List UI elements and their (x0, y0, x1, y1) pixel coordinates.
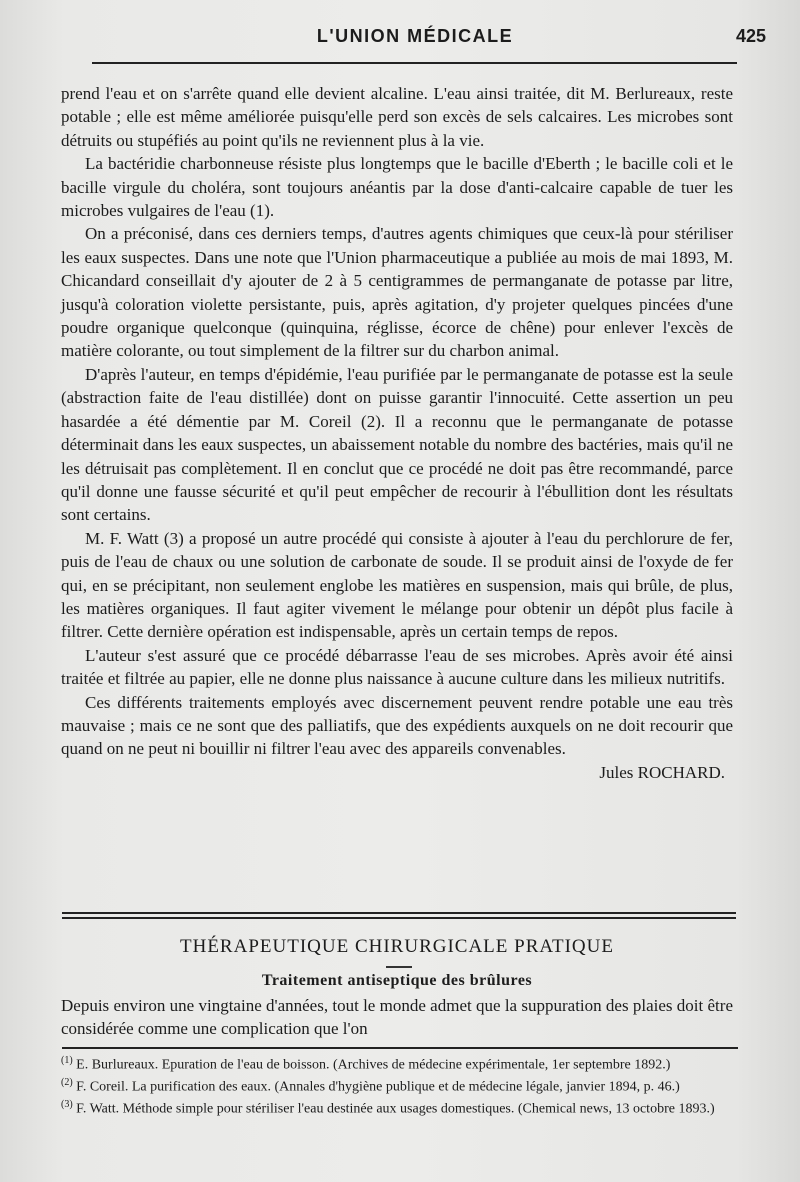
paragraph: On a préconisé, dans ces derniers temps, d'autres agents chimiques que ceux-là pour stériliser les eaux suspectes. Dans une note que l'Union pharmaceutique a publiée au mois de mai 1893, M. Chicandard conseillait d'y ajouter de 2 à 5 centigrammes de permanganate de potasse par litre, jusqu'à coloration violette persistante, puis, après agitation, d'y projeter quelques pincées d'une poudre organique quelconque (quinquina, réglisse, écorce de chêne) pour enlever l'excès de matière colorante, ou tout simplement de la filtrer sur du charbon animal. (61, 224, 733, 361)
footnote-marker: (2) (61, 1077, 73, 1089)
paragraph: M. F. Watt (3) a proposé un autre procédé qui consiste à ajouter à l'eau du perchlorure de fer, puis de l'eau de chaux ou une solution de carbonate de soude. Il se produit ainsi de l'oxyde de fer qui, en se précipitant, non seulement englobe les matières en suspension, mais qui brûle, de plus, les matières organiques. Il faut agiter vivement le mélange pour obtenir un dépôt plus facile à filtrer. Cette dernière opération est indispensable, après un certain temps de repos. (61, 528, 733, 642)
footnote-text: F. Coreil. La purification des eaux. (Annales d'hygiène publique et de médecine légale, janvier 1894, p. 46.) (76, 1079, 680, 1095)
paragraph: Ces différents traitements employés avec discernement peuvent rendre potable une eau très mauvaise ; mais ce ne sont que des palliatifs, que des expédients auxquels on ne doit recourir que quand on ne peut ni bouillir ni filtrer l'eau avec des appareils convenables. (61, 692, 733, 759)
footnote (61, 1075, 739, 1096)
footnote-marker: (3) (61, 1099, 73, 1111)
section-paragraph: Depuis environ une vingtaine d'années, tout le monde admet que la suppuration des plaies doit être considérée comme une complication que l'on (61, 996, 733, 1039)
paragraph: prend l'eau et on s'arrête quand elle devient alcaline. L'eau ainsi traitée, dit M. Berlureaux, reste potable ; elle est même améliorée puisqu'elle perd son excès de sels calcaires. Les microbes sont détruits ou stupéfiés au point qu'ils ne reviennent plus à la vie. (61, 84, 733, 150)
paragraph: D'après l'auteur, en temps d'épidémie, l'eau purifiée par le permanganate de potasse est la seule (abstraction faite de l'eau distillée) dont on puisse garantir l'innocuité. Cette assertion un peu hasardée a été démentie par M. Coreil (2). Il a reconnu que le permanganate de potasse déterminait dans les eaux suspectes, un abaissement notable du nombre des bactéries, mais qu'il ne les détruisait pas complètement. Il en conclut que ce procédé ne doit pas être recommandé, parce qu'il donne une fausse sécurité et qu'il peut empêcher de recourir à l'ébullition dont les résultats sont certains. (61, 364, 733, 525)
page-header (60, 26, 770, 50)
footnotes (61, 1053, 739, 1119)
section-divider-top (62, 912, 736, 914)
section-subtitle: Traitement antiseptique des brûlures (261, 972, 533, 989)
author-signature: Jules ROCHARD. (599, 762, 725, 782)
footnote (61, 1097, 739, 1118)
title-dash (386, 966, 412, 968)
page-number: 425 (735, 26, 766, 46)
header-rule (92, 62, 737, 64)
footnote (61, 1053, 739, 1074)
footnote-text: E. Burlureaux. Epuration de l'eau de boisson. (Archives de médecine expérimentale, 1er septembre 1892.) (76, 1057, 671, 1073)
section-title: THÉRAPEUTIQUE CHIRURGICALE PRATIQUE (180, 936, 614, 957)
running-title: L'UNION MÉDICALE (316, 26, 514, 46)
section-divider-bottom (62, 917, 736, 919)
footnote-marker: (1) (61, 1055, 73, 1066)
footnote-rule (62, 1047, 738, 1049)
footnote-text: F. Watt. Méthode simple pour stériliser l'eau destinée aux usages domestiques. (Chemical news, 13 octobre 1893.) (76, 1101, 715, 1117)
paragraph: La bactéridie charbonneuse résiste plus longtemps que le bacille d'Eberth ; le bacille coli et le bacille virgule du choléra, sont toujours anéantis par la dose d'anti-calcaire capable de tuer les microbes vulgaires de l'eau (1). (61, 154, 733, 221)
article-body (61, 82, 733, 784)
paragraph: L'auteur s'est assuré que ce procédé débarrasse l'eau de ses microbes. Après avoir été ainsi traitée et filtrée au papier, elle ne donne plus naissance à aucune culture dans les milieux nutritifs. (61, 645, 733, 689)
